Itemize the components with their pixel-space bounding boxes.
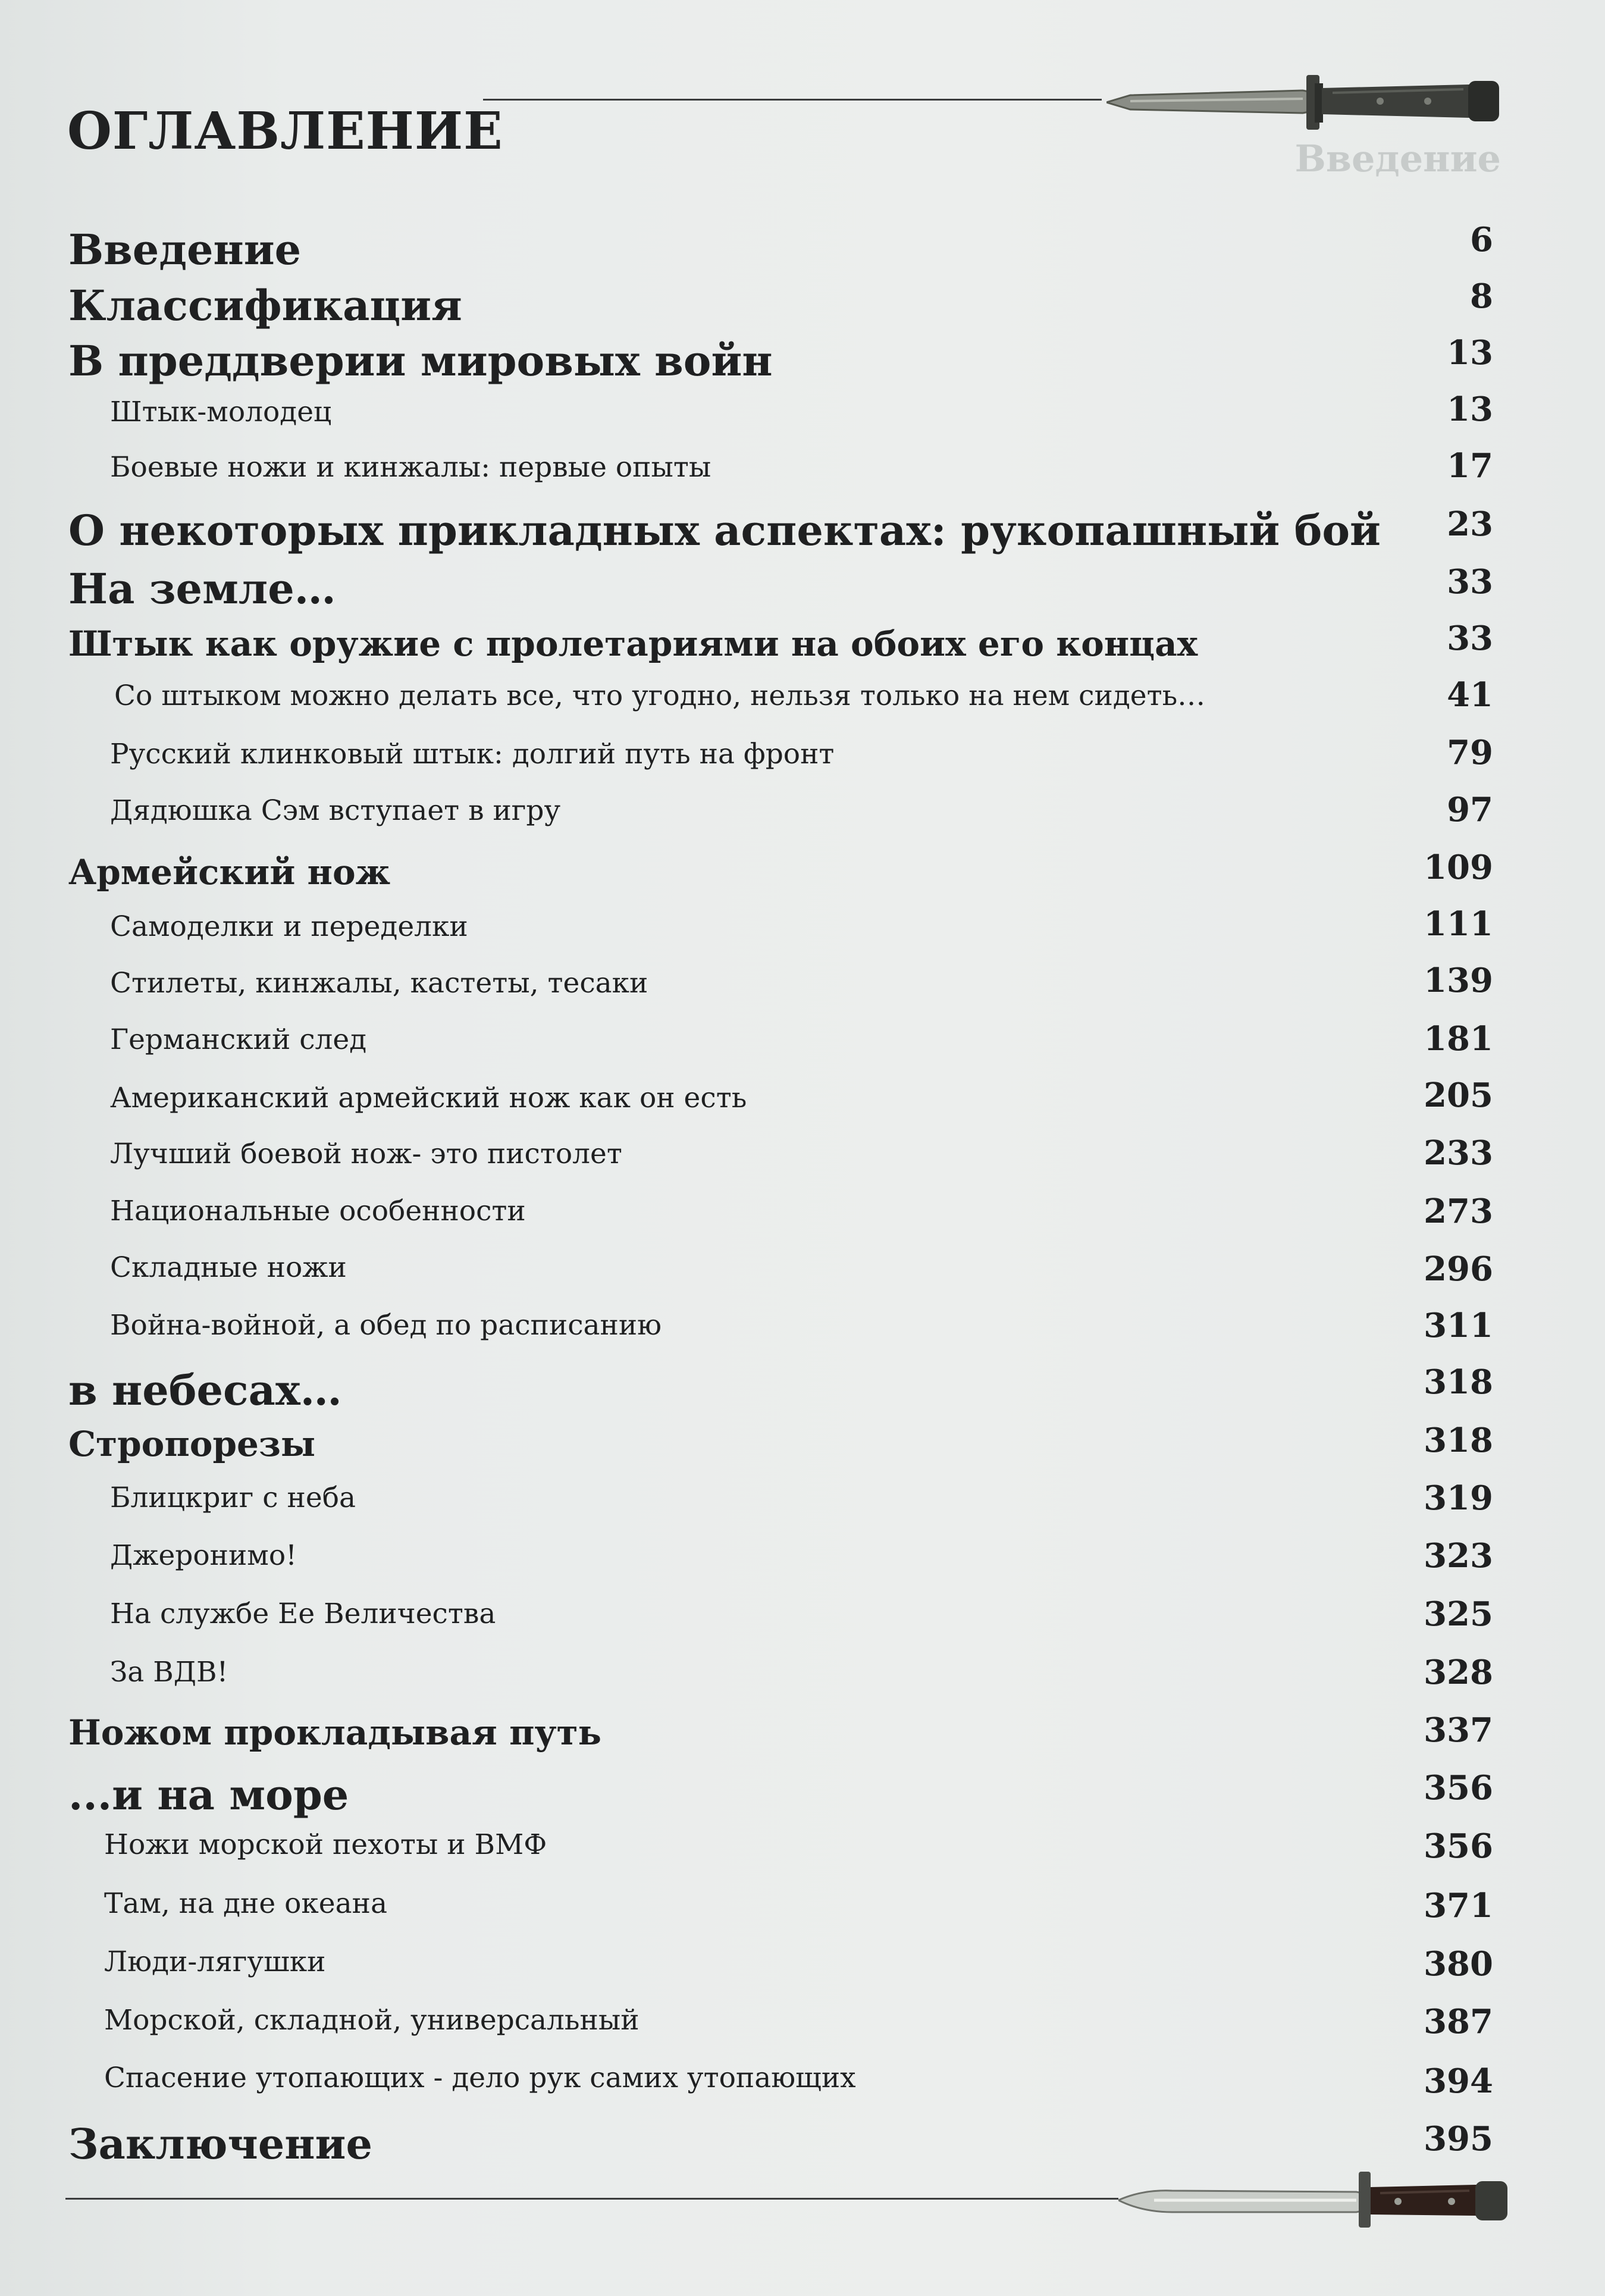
toc-entry-title: Блицкриг с неба	[110, 1481, 356, 1514]
toc-entry-page: 79	[1447, 733, 1493, 772]
toc-entry-page: 233	[1424, 1133, 1493, 1173]
toc-entry-title: Люди-лягушки	[104, 1946, 326, 1978]
toc-entry-title: Морской, складной, универсальный	[104, 2004, 640, 2037]
toc-entry-page: 337	[1424, 1711, 1493, 1750]
toc-entry-page: 181	[1424, 1019, 1493, 1058]
toc-entry-page: 311	[1424, 1306, 1493, 1345]
toc-entry-title: Там, на дне океана	[104, 1887, 387, 1920]
toc-entry-page: 109	[1424, 848, 1493, 887]
toc-entry-page: 318	[1424, 1421, 1493, 1460]
toc-entry-title: Стропорезы	[68, 1424, 316, 1464]
toc-entry-page: 356	[1424, 1827, 1493, 1866]
top-rule	[483, 99, 1102, 101]
toc-entry-title: На службе Ее Величества	[110, 1598, 496, 1630]
toc-entry-page: 33	[1447, 619, 1493, 658]
toc-entry-page: 41	[1447, 675, 1493, 715]
toc-entry-page: 323	[1424, 1536, 1493, 1575]
toc-entry-title: Штык как оружие с пролетариями на обоих его концах	[68, 624, 1198, 664]
bayonet-icon	[1106, 67, 1505, 132]
toc-entry-page: 328	[1424, 1653, 1493, 1692]
toc-entry-page: 318	[1424, 1362, 1493, 1402]
toc-entry-title: На земле…	[68, 564, 336, 613]
toc-entry-title: Лучший боевой нож- это пистолет	[110, 1138, 622, 1170]
toc-entry-title: Германский след	[110, 1023, 367, 1056]
toc-entry-title: Самоделки и переделки	[110, 910, 468, 943]
toc-entry-title: Национальные особенности	[110, 1195, 526, 1227]
toc-entry-page: 319	[1424, 1479, 1493, 1518]
toc-entry-title: Классификация	[68, 281, 462, 330]
toc-entry-page: 296	[1424, 1249, 1493, 1289]
toc-entry-title: Американский армейский нож как он есть	[110, 1082, 747, 1114]
toc-entry-page: 273	[1424, 1192, 1493, 1231]
toc-entry-title: ...и на море	[68, 1770, 349, 1819]
toc-entry-page: 13	[1447, 333, 1493, 372]
toc-entry-page: 380	[1424, 1944, 1493, 1984]
toc-entry-page: 13	[1447, 390, 1493, 429]
toc-entry-title: Штык-молодец	[110, 396, 332, 428]
toc-entry-page: 387	[1424, 2002, 1493, 2041]
toc-entry-title: Складные ножи	[110, 1251, 347, 1284]
toc-entry-page: 395	[1424, 2119, 1493, 2159]
toc-entry-title: Армейский нож	[68, 852, 391, 892]
toc-entry-page: 356	[1424, 1768, 1493, 1808]
bottom-rule	[65, 2198, 1118, 2200]
toc-entry-title: Ножи морской пехоты и ВМФ	[104, 1828, 547, 1861]
bleed-through-text: Введение	[1294, 137, 1501, 180]
toc-entry-title: Дядюшка Сэм вступает в игру	[110, 794, 561, 827]
toc-entry-title: Спасение утопающих - дело рук самих утопающих	[104, 2062, 856, 2094]
toc-entry-page: 139	[1424, 961, 1493, 1000]
toc-entry-title: В преддверии мировых войн	[68, 336, 773, 386]
page-title: ОГЛАВЛЕНИЕ	[67, 101, 503, 161]
toc-entry-title: Джеронимо!	[110, 1539, 297, 1572]
toc-entry-title: Введение	[68, 225, 302, 274]
toc-entry-title: Русский клинковый штык: долгий путь на фронт	[110, 738, 835, 770]
toc-entry-title: Боевые ножи и кинжалы: первые опыты	[110, 451, 711, 484]
toc-entry-page: 6	[1470, 220, 1493, 259]
toc-entry-title: Заключение	[68, 2119, 372, 2169]
toc-entry-title: Ножом прокладывая путь	[68, 1712, 601, 1753]
toc-entry-title: Стилеты, кинжалы, кастеты, тесаки	[110, 967, 648, 1000]
toc-entry-page: 111	[1424, 904, 1493, 944]
toc-entry-page: 394	[1424, 2062, 1493, 2101]
bayonet-icon	[1118, 2166, 1511, 2231]
toc-entry-page: 23	[1447, 505, 1493, 544]
toc-entry-page: 8	[1470, 277, 1493, 316]
toc-entry-page: 33	[1447, 562, 1493, 602]
toc-entry-page: 371	[1424, 1886, 1493, 1925]
toc-entry-page: 97	[1447, 790, 1493, 829]
toc-entry-page: 17	[1447, 446, 1493, 485]
toc-entry-title: Война-войной, а обед по расписанию	[110, 1309, 662, 1342]
toc-entry-page: 205	[1424, 1076, 1493, 1115]
toc-entry-page: 325	[1424, 1595, 1493, 1634]
toc-entry-title: в небесах…	[68, 1365, 342, 1415]
toc-entry-title: За ВДВ!	[110, 1656, 228, 1689]
toc-entry-title: Со штыком можно делать все, что угодно, нельзя только на нем сидеть…	[114, 679, 1206, 712]
toc-entry-title: О некоторых прикладных аспектах: рукопашный бой	[68, 506, 1381, 555]
